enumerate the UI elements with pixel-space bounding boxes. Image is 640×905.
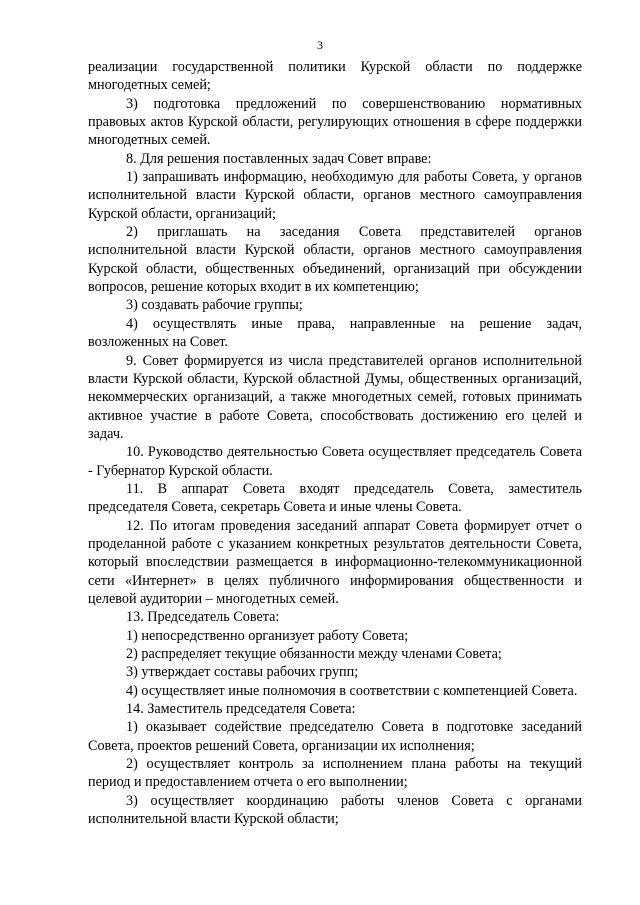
paragraph-continuation: реализации государственной политики Курской области по поддержке многодетных семей; bbox=[88, 59, 582, 94]
paragraph: 1) оказывает содействие председателю Совета в подготовке заседаний Совета, проектов решений Совета, организации их исполнения; bbox=[88, 719, 582, 754]
paragraph: 2) приглашать на заседания Совета представителей органов исполнительной власти Курской области, органов местного самоуправления Курской области, общественных объединений, организаций при обсуждении вопросов, решение которых входит в их компетенцию; bbox=[88, 224, 582, 296]
paragraph: 1) запрашивать информацию, необходимую для работы Совета, у органов исполнительной власти Курской области, органов местного самоуправления Курской области, организаций; bbox=[88, 169, 582, 222]
paragraph: 9. Совет формируется из числа представителей органов исполнительной власти Курской области, Курской областной Думы, общественных организаций, некоммерческих организаций, а также многодетных семей, готовых принимать активное участие в работе Совета, способствовать достижению его целей и задач. bbox=[88, 352, 582, 442]
paragraph: 4) осуществлять иные права, направленные на решение задач, возложенных на Совет. bbox=[88, 315, 582, 351]
paragraph: 10. Руководство деятельностью Совета осуществляет председатель Совета - Губернатор Курской области. bbox=[88, 444, 582, 479]
paragraph: 11. В аппарат Совета входят председатель Совета, заместитель председателя Совета, секретарь Совета и иные члены Совета. bbox=[88, 480, 582, 516]
paragraph: 3) утверждает составы рабочих групп; bbox=[126, 664, 359, 681]
paragraph: 3) подготовка предложений по совершенствованию нормативных правовых актов Курской области, регулирующих отношения в сфере поддержки многодетных семей. bbox=[88, 95, 582, 149]
paragraph: 14. Заместитель председателя Совета: bbox=[126, 701, 356, 718]
paragraph: 13. Председатель Совета: bbox=[126, 609, 280, 626]
paragraph: 3) создавать рабочие группы; bbox=[126, 297, 303, 314]
paragraph: 8. Для решения поставленных задач Совет вправе: bbox=[126, 150, 432, 167]
page-number: 3 bbox=[317, 38, 323, 52]
paragraph: 12. По итогам проведения заседаний аппарат Совета формирует отчет о проделанной работе с указанием конкретных результатов деятельности Совета, который впоследствии размещается в информационно-телекоммуникационной сети «Интернет» в целях публичного информирования общественности и целевой аудитории – многодетных семей. bbox=[88, 517, 582, 607]
paragraph: 2) осуществляет контроль за исполнением плана работы на текущий период и предоставлением отчета о его выполнении; bbox=[88, 756, 582, 791]
paragraph: 2) распределяет текущие обязанности между членами Совета; bbox=[126, 646, 502, 662]
paragraph: 1) непосредственно организует работу Совета; bbox=[126, 627, 409, 644]
document-body bbox=[88, 58, 582, 828]
paragraph: 3) осуществляет координацию работы членов Совета с органами исполнительной власти Курской области; bbox=[88, 792, 582, 828]
paragraph: 4) осуществляет иные полномочия в соответствии с компетенцией Совета. bbox=[126, 682, 578, 699]
